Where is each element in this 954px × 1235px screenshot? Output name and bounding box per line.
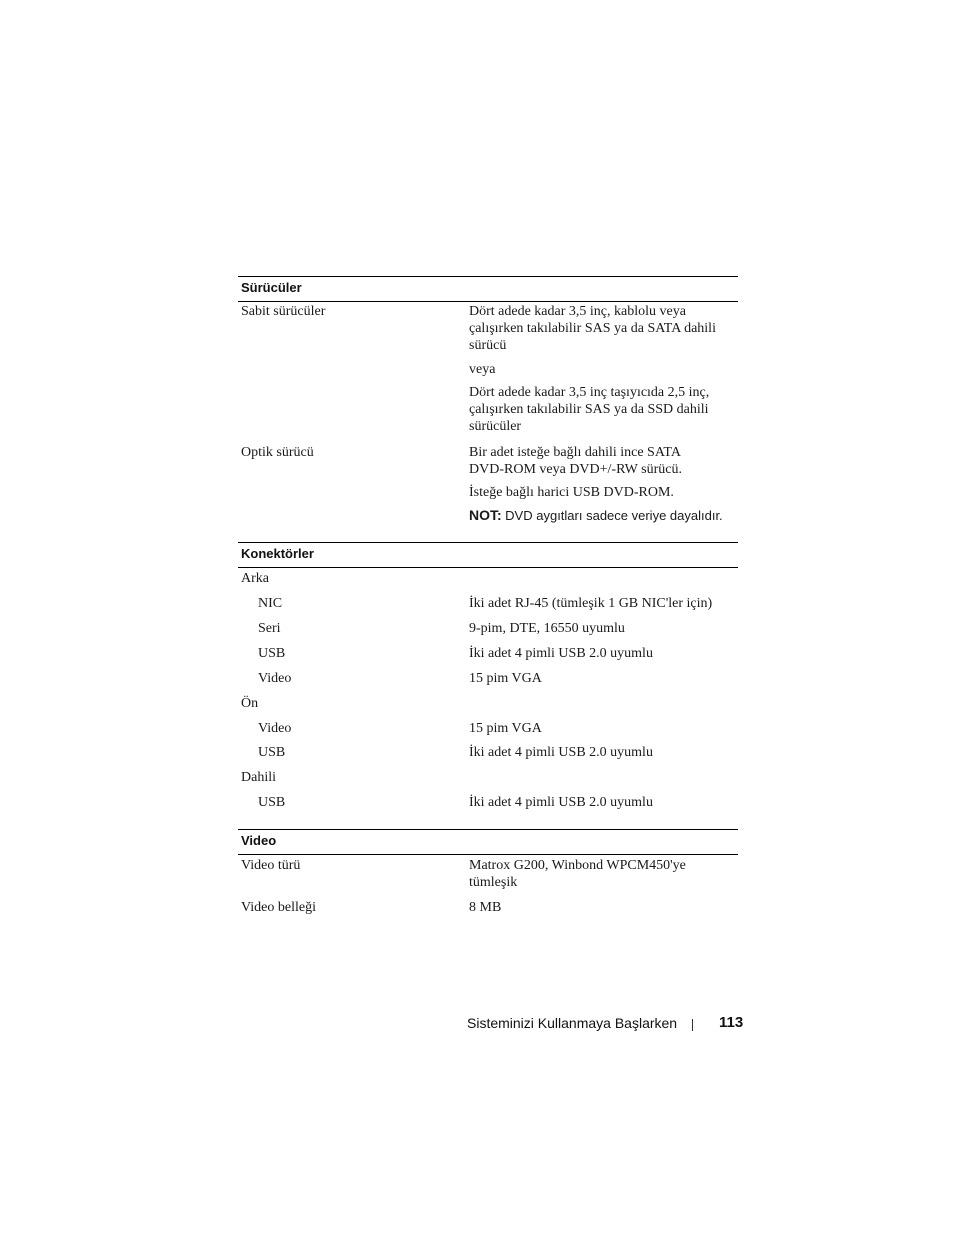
optical-drive-value-line2: DVD-ROM veya DVD+/-RW sürücü. [469, 462, 682, 477]
connector-row-label: Seri [258, 621, 281, 636]
hard-drives-value-line2: çalışırken takılabilir SAS ya da SATA dahili [469, 321, 716, 336]
note-text: DVD aygıtları sadece veriye dayalıdır. [505, 508, 723, 523]
hard-drives-alt-line1: Dört adede kadar 3,5 inç taşıyıcıda 2,5 inç, [469, 385, 710, 400]
connector-row-value: 15 pim VGA [469, 671, 542, 686]
video-memory-value: 8 MB [469, 900, 502, 915]
video-type-label: Video türü [241, 858, 301, 873]
hard-drives-alt-line3: sürücüler [469, 419, 522, 434]
connectors-front-label: Ön [241, 696, 259, 711]
optical-drive-value-line1: Bir adet isteğe bağlı dahili ince SATA [469, 445, 681, 460]
note [469, 507, 723, 526]
video-memory-label: Video belleği [241, 900, 316, 915]
hard-drives-label: Sabit sürücüler [241, 304, 326, 319]
connectors-back-label: Arka [241, 571, 269, 586]
connector-row-value: İki adet RJ-45 (tümleşik 1 GB NIC'ler için) [469, 596, 713, 611]
connector-row-label: USB [258, 745, 286, 760]
hard-drives-alt-line2: çalışırken takılabilir SAS ya da SSD dahili [469, 402, 709, 417]
hard-drives-or: veya [469, 362, 496, 377]
optical-drive-external: İsteğe bağlı harici USB DVD-ROM. [469, 485, 674, 500]
optical-drive-label: Optik sürücü [241, 445, 314, 460]
connector-row-value: 15 pim VGA [469, 721, 542, 736]
connector-row-value: 9-pim, DTE, 16550 uyumlu [469, 621, 625, 636]
video-type-value-line2: tümleşik [469, 875, 518, 890]
section-title: Konektörler [241, 546, 314, 561]
section-header-connectors [238, 542, 738, 568]
video-type-value-line1: Matrox G200, Winbond WPCM450'ye [469, 858, 686, 873]
footer-separator [692, 1019, 693, 1031]
footer-text: Sisteminizi Kullanmaya Başlarken [467, 1015, 678, 1031]
connector-row-value: İki adet 4 pimli USB 2.0 uyumlu [469, 646, 653, 661]
page-number: 113 [719, 1014, 744, 1031]
connector-row-value: İki adet 4 pimli USB 2.0 uyumlu [469, 745, 653, 760]
connectors-internal-label: Dahili [241, 770, 276, 785]
hard-drives-value-line1: Dört adede kadar 3,5 inç, kablolu veya [469, 304, 686, 319]
section-title: Video [241, 833, 277, 848]
connector-row-label: USB [258, 795, 286, 810]
section-header-video [238, 829, 738, 855]
note-label: NOT: [469, 507, 502, 523]
section-header-drives [238, 276, 738, 302]
connector-row-label: USB [258, 646, 286, 661]
section-title: Sürücüler [241, 280, 302, 295]
connector-row-value: İki adet 4 pimli USB 2.0 uyumlu [469, 795, 653, 810]
connector-row-label: Video [258, 671, 292, 686]
connector-row-label: Video [258, 721, 292, 736]
connector-row-label: NIC [258, 596, 283, 611]
hard-drives-value-line3: sürücü [469, 338, 507, 353]
